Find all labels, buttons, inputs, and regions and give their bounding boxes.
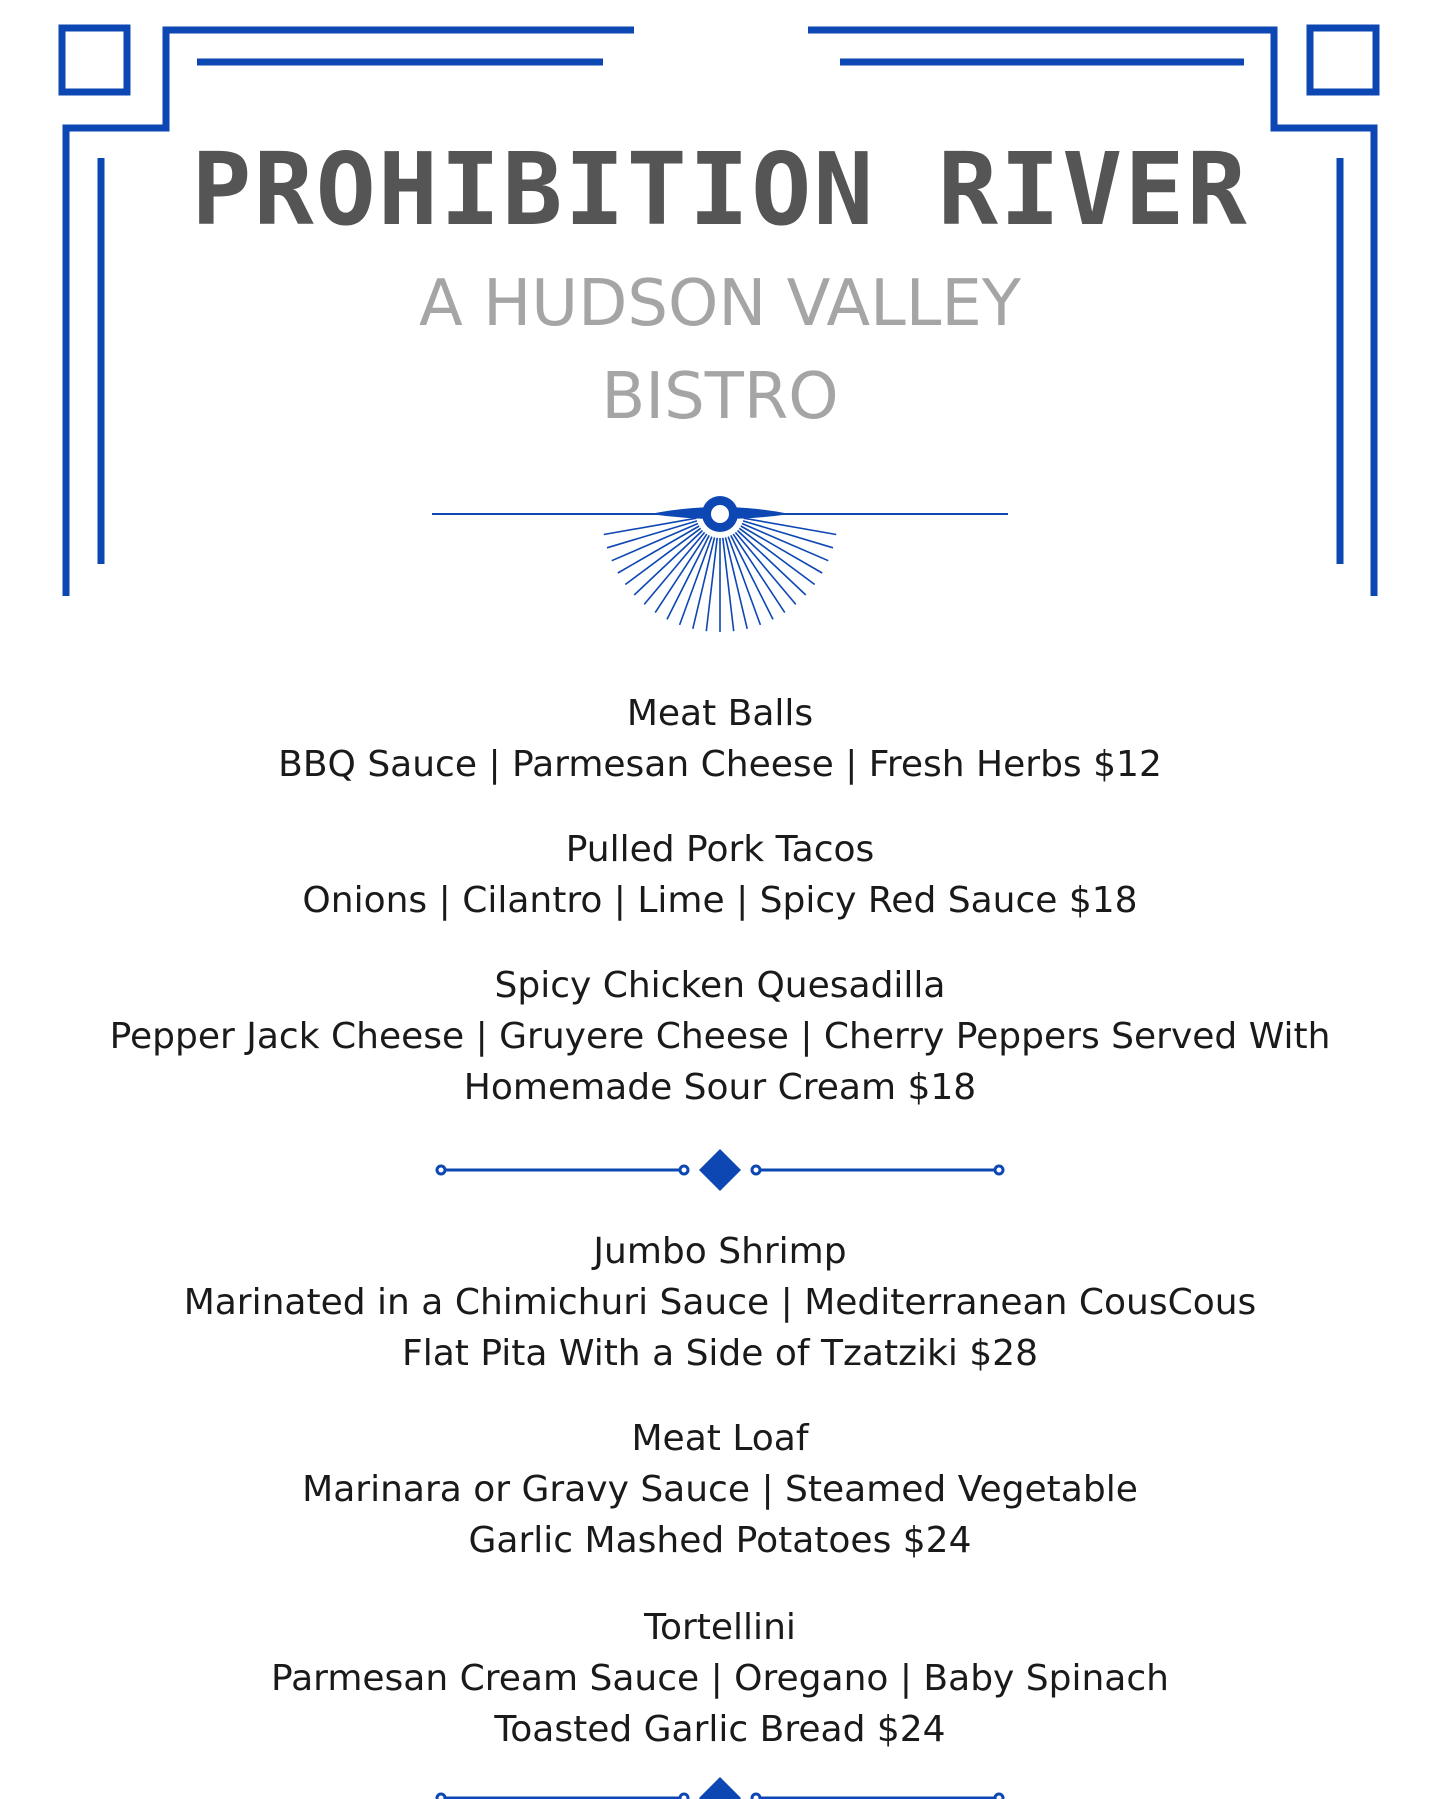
menu-item-description: Marinara or Gravy Sauce | Steamed Vegetable	[302, 1469, 1138, 1510]
menu-item-name: Spicy Chicken Quesadilla	[494, 965, 946, 1006]
menu-item-name: Meat Loaf	[631, 1418, 809, 1459]
menu-item-description: Toasted Garlic Bread $24	[494, 1709, 946, 1750]
menu-item	[60, 824, 1380, 926]
menu-item-description: Onions | Cilantro | Lime | Spicy Red Sauce $18	[302, 880, 1138, 921]
menu-item-description: Pepper Jack Cheese | Gruyere Cheese | Cherry Peppers Served With	[109, 1016, 1331, 1057]
diamond-divider-icon	[430, 1148, 1010, 1192]
sunburst-ray	[634, 531, 702, 596]
menu-item	[60, 1602, 1380, 1755]
menu-item-description: Parmesan Cream Sauce | Oregano | Baby Spinach	[271, 1658, 1169, 1699]
restaurant-subtitle-line2: BISTRO	[601, 360, 839, 434]
menu-item-description: Flat Pita With a Side of Tzatziki $28	[402, 1333, 1038, 1374]
menu-item-description: Garlic Mashed Potatoes $24	[468, 1520, 972, 1561]
menu-item	[60, 688, 1380, 790]
diamond-divider-icon	[430, 1776, 1010, 1799]
menu-item-name: Pulled Pork Tacos	[565, 829, 875, 870]
sunburst-ray	[744, 518, 837, 534]
menu-item-name: Jumbo Shrimp	[593, 1231, 847, 1272]
restaurant-title: PROHIBITION RIVER	[191, 131, 1249, 248]
menu-item	[60, 960, 1380, 1113]
sunburst-ray	[604, 518, 697, 534]
sunburst-ornament-icon	[420, 488, 1020, 638]
menu-item-description: BBQ Sauce | Parmesan Cheese | Fresh Herbs $12	[278, 744, 1162, 785]
menu-item-description: Homemade Sour Cream $18	[463, 1067, 977, 1108]
sunburst-ray	[738, 531, 806, 596]
menu-item	[60, 1413, 1380, 1566]
menu-item-name: Tortellini	[644, 1607, 796, 1648]
menu-item-name: Meat Balls	[626, 693, 814, 734]
menu-item	[60, 1226, 1380, 1379]
restaurant-subtitle-line1: A HUDSON VALLEY	[419, 267, 1021, 341]
menu-item-description: Marinated in a Chimichuri Sauce | Mediterranean CousCous	[183, 1282, 1257, 1323]
